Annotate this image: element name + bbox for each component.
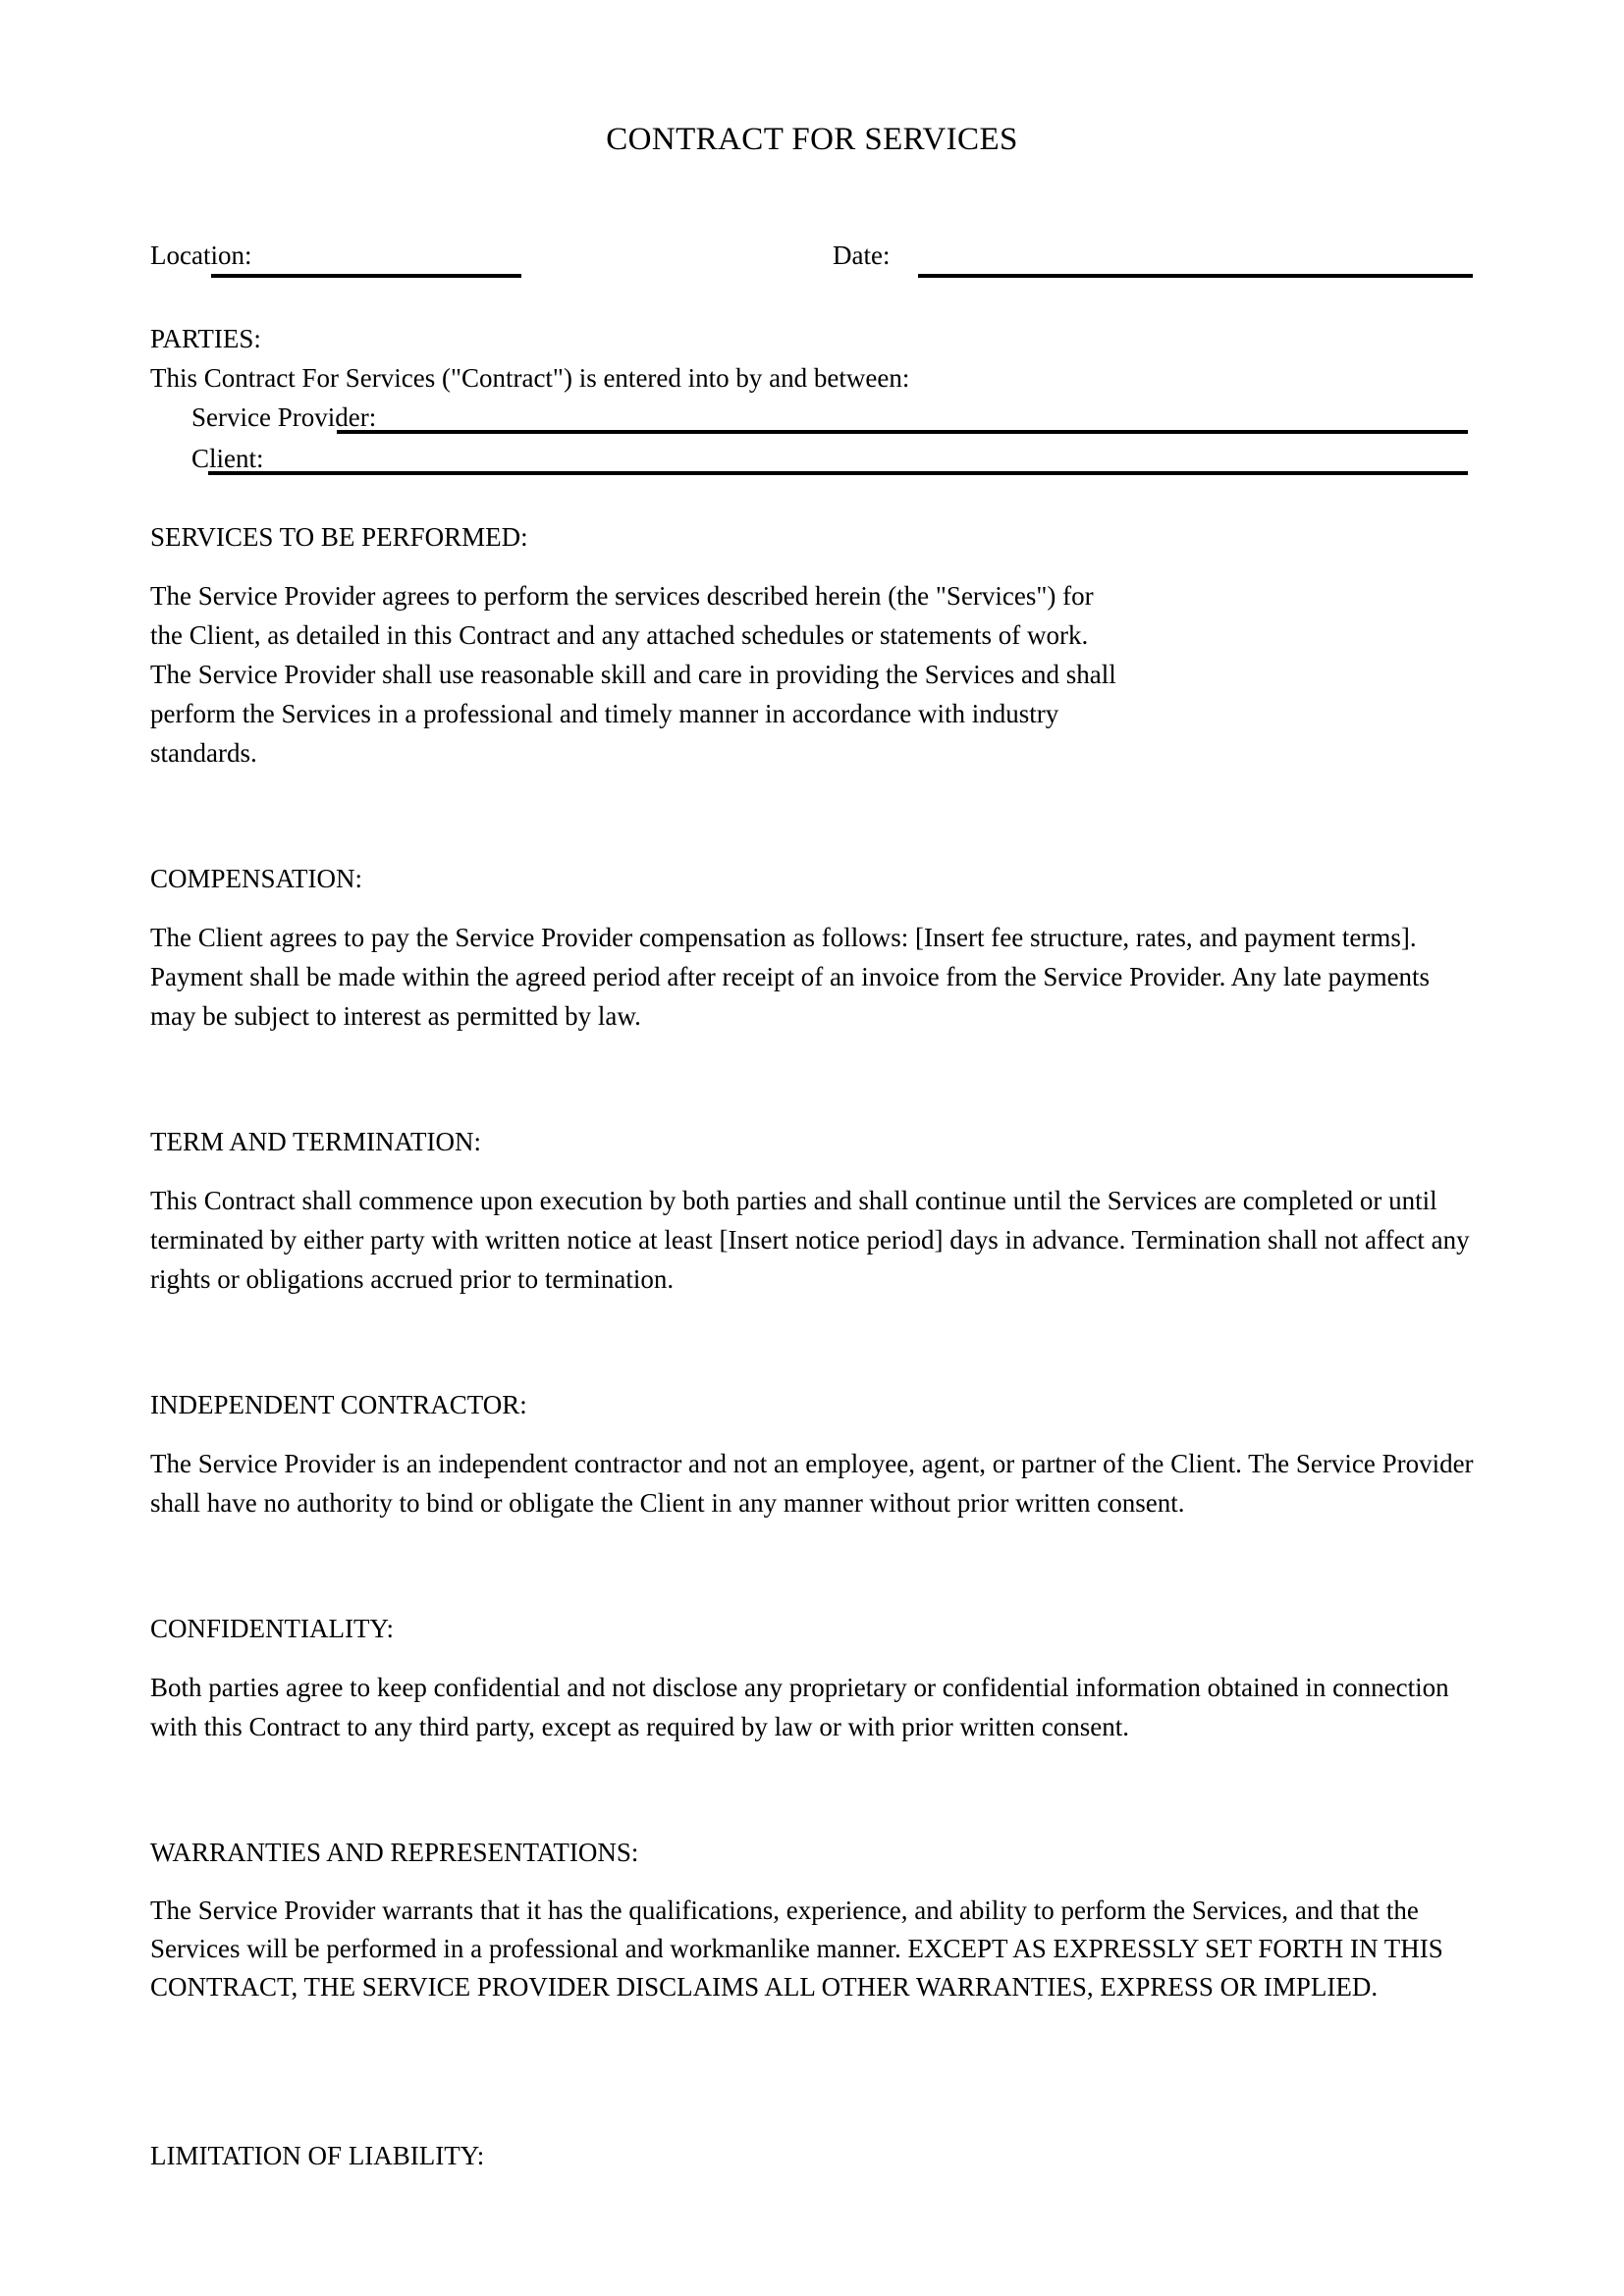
section-body-term-and-termination: This Contract shall commence upon execution by both parties and shall continue until the Services are completed or until terminated by either party with written notice at least [Insert notice period] days in advance. Termination shall not affect any rights or obligations accrued prior to termination.: [150, 1186, 1470, 1294]
section-services-to-be-performed: [150, 517, 1476, 773]
location-label: Location:: [150, 240, 252, 270]
date-label: Date:: [833, 240, 891, 270]
section-heading-confidentiality: CONFIDENTIALITY:: [150, 1614, 394, 1643]
spacer: [150, 1299, 1476, 1385]
document-body: [150, 239, 1476, 2175]
section-heading-term-and-termination: TERM AND TERMINATION:: [150, 1127, 481, 1156]
section-term-and-termination: [150, 1122, 1476, 1299]
section-heading-compensation: COMPENSATION:: [150, 864, 363, 893]
section-body-services-to-be-performed: The Service Provider agrees to perform the services described herein (the "Services") for the Client, as detailed in this Contract and any attached schedules or statements of work. The Service Provider shall use reasonable skill and care in providing the Services and shall perform the Services in a professional and timely manner in accordance with industry standards.: [150, 581, 1116, 768]
spacer: [150, 1522, 1476, 1609]
section-confidentiality: [150, 1609, 1476, 1746]
date-fill-line[interactable]: [918, 274, 1473, 278]
section-body-warranties-and-representations: The Service Provider warrants that it has the qualifications, experience, and ability to perform the Services, and that the Services will be performed in a professional and workmanlike manner. EXCEPT AS EXPRESSLY SET FORTH IN THIS CONTRACT, THE SERVICE PROVIDER DISCLAIMS ALL OTHER WARRANTIES, EXPRESS OR IMPLIED.: [150, 1896, 1443, 2002]
parties-intro-text: This Contract For Services ("Contract") is entered into by and between:: [150, 363, 910, 393]
page-title: CONTRACT FOR SERVICES: [606, 122, 1018, 157]
client-row: [150, 439, 1476, 480]
spacer: [150, 1872, 1476, 1892]
spacer: [150, 1036, 1476, 1122]
section-body-independent-contractor: The Service Provider is an independent contractor and not an employee, agent, or partner of the Client. The Service Provider shall have no authority to bind or obligate the Client in any manner without prior written consent.: [150, 1449, 1474, 1518]
service-provider-label: Service Provider:: [191, 402, 377, 432]
section-heading-independent-contractor: INDEPENDENT CONTRACTOR:: [150, 1390, 527, 1419]
spacer: [150, 1746, 1476, 1833]
spacer: [150, 299, 1476, 319]
section-parties: [150, 319, 1476, 480]
section-warranties-and-representations: [150, 1833, 1476, 2006]
spacer: [150, 1161, 1476, 1181]
section-heading-parties: PARTIES:: [150, 324, 261, 353]
section-compensation: [150, 859, 1476, 1036]
service-provider-fill-line[interactable]: [337, 430, 1468, 434]
section-heading-warranties-and-representations: WARRANTIES AND REPRESENTATIONS:: [150, 1838, 639, 1867]
spacer: [150, 480, 1476, 517]
spacer: [150, 2006, 1476, 2136]
section-limitation-of-liability: [150, 2136, 1476, 2175]
section-body-confidentiality: Both parties agree to keep confidential and not disclose any proprietary or confidential information obtained in connection with this Contract to any third party, except as required by law or with prior written consent.: [150, 1673, 1449, 1741]
section-heading-limitation-of-liability: LIMITATION OF LIABILITY:: [150, 2141, 485, 2170]
location-date-row: [150, 239, 1476, 299]
section-body-compensation: The Client agrees to pay the Service Provider compensation as follows: [Insert fee structure, rates, and payment terms]. Payment shall be made within the agreed period after receipt of an invoice from the Service Provider. Any late payments may be subject to interest as permitted by law.: [150, 923, 1431, 1031]
spacer: [150, 1648, 1476, 1668]
service-provider-row: [150, 398, 1476, 439]
spacer: [150, 773, 1476, 859]
section-heading-services-to-be-performed: SERVICES TO BE PERFORMED:: [150, 522, 528, 552]
client-label: Client:: [191, 444, 264, 473]
spacer: [150, 898, 1476, 918]
location-fill-line[interactable]: [211, 274, 521, 278]
spacer: [150, 557, 1476, 576]
client-fill-line[interactable]: [208, 471, 1468, 475]
spacer: [150, 1424, 1476, 1444]
section-independent-contractor: [150, 1385, 1476, 1522]
